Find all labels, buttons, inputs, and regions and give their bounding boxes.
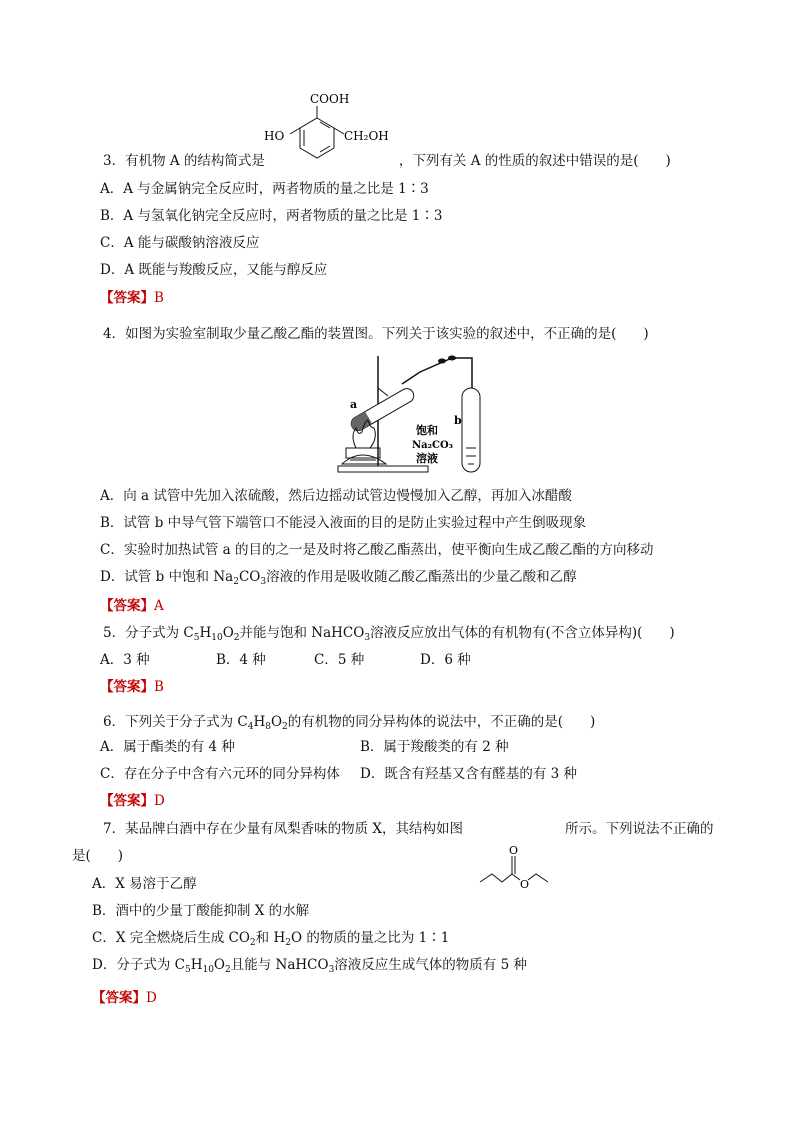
answer-tag: 【答案】: [100, 793, 154, 809]
q7-stem: 7．某品牌白酒中存在少量有凤梨香味的物质 X，其结构如图: [103, 821, 463, 837]
q5-option-d: D．6 种: [420, 652, 471, 668]
q4-label-line1: 饱和: [416, 424, 438, 437]
q3-option-c: C．A 能与碳酸钠溶液反应: [100, 235, 260, 251]
answer-tag: 【答案】: [100, 290, 154, 306]
q4-option-c: C．实验时加热试管 a 的目的之一是及时将乙酸乙酯蒸出，使平衡向生成乙酸乙酯的方向移动: [100, 542, 654, 558]
q3-struct-ho: HO: [264, 129, 285, 143]
q4-option-d: D．试管 b 中饱和 $Na_2CO_3$溶液的作用是吸收随乙酸乙酯蒸出的少量乙酸和乙醇: [100, 569, 577, 587]
q7-stem-line2: 是( ): [72, 848, 124, 864]
q6-option-b: B．属于羧酸类的有 2 种: [360, 739, 509, 755]
q3-option-d: D．A 既能与羧酸反应，又能与醇反应: [100, 262, 328, 278]
q3-stem: 3．有机物 A 的结构简式是 ，下列有关 A 的性质的叙述中错误的是( ): [103, 153, 671, 169]
q7-option-b: B．酒中的少量丁酸能抑制 X 的水解: [92, 903, 310, 919]
q4-answer: [100, 597, 164, 615]
q6-option-d: D．既含有羟基又含有醛基的有 3 种: [360, 766, 577, 782]
answer-value: A: [154, 598, 164, 614]
q7-stem-tail: 所示。下列说法不正确的: [565, 821, 714, 837]
answer-tag: 【答案】: [92, 990, 146, 1006]
q5-option-b: B．4 种: [216, 652, 266, 668]
q5-option-a: A．3 种: [100, 652, 150, 668]
answer-tag: 【答案】: [100, 679, 154, 695]
q4-apparatus-figure: [330, 348, 500, 478]
q5-stem: 5．分子式为 $C_5H_{10}O_2$并能与饱和 NaHCO$_3$溶液反应放出气体的有机物有(不含立体异构)( ): [103, 625, 675, 643]
q3-struct-cooh: COOH: [310, 92, 350, 106]
q7-struct-o-ester: O: [520, 878, 530, 891]
answer-value: D: [154, 793, 165, 809]
q7-answer: [92, 989, 157, 1007]
q6-option-a: A．属于酯类的有 4 种: [100, 739, 235, 755]
q6-answer: [100, 792, 165, 810]
q3-struct-ch2oh: CH₂OH: [344, 129, 389, 143]
q4-option-a: A．向 a 试管中先加入浓硫酸，然后边摇动试管边慢慢加入乙醇，再加入冰醋酸: [100, 488, 572, 504]
q4-label-a: a: [350, 398, 358, 411]
q5-option-c: C．5 种: [314, 652, 365, 668]
q7-option-c: C．X 完全燃烧后生成 $CO_2$和 $H_2O$ 的物质的量之比为 1∶1: [92, 930, 450, 948]
q7-option-a: A．X 易溶于乙醇: [92, 876, 197, 892]
q4-option-b: B．试管 b 中导气管下端管口不能浸入液面的目的是防止实验过程中产生倒吸现象: [100, 515, 587, 531]
q4-label-b: b: [454, 414, 462, 427]
q3-option-a: A．A 与金属钠完全反应时，两者物质的量之比是 1∶3: [100, 181, 429, 197]
q4-label-line3: 溶液: [416, 452, 438, 465]
q7-struct-o-carbonyl: O: [509, 844, 519, 857]
answer-value: B: [154, 290, 164, 306]
q4-stem: 4．如图为实验室制取少量乙酸乙酯的装置图。下列关于该实验的叙述中，不正确的是( ): [103, 326, 649, 342]
answer-tag: 【答案】: [100, 598, 154, 614]
q6-option-c: C．存在分子中含有六元环的同分异构体: [100, 766, 340, 782]
q3-option-b: B．A 与氢氧化钠完全反应时，两者物质的量之比是 1∶3: [100, 208, 443, 224]
answer-value: B: [154, 679, 164, 695]
q5-answer: [100, 678, 164, 696]
q6-stem: 6．下列关于分子式为 $C_4H_8O_2$的有机物的同分异构体的说法中，不正确的是( ): [103, 714, 596, 732]
q4-label-line2: Na₂CO₃: [412, 440, 454, 451]
q7-option-d: D．分子式为 $C_5H_{10}O_2$且能与 NaHCO$_3$溶液反应生成气体的物质有 5 种: [92, 957, 527, 975]
q7-structure-figure: [476, 840, 556, 892]
q3-answer: [100, 289, 164, 307]
answer-value: D: [146, 990, 157, 1006]
